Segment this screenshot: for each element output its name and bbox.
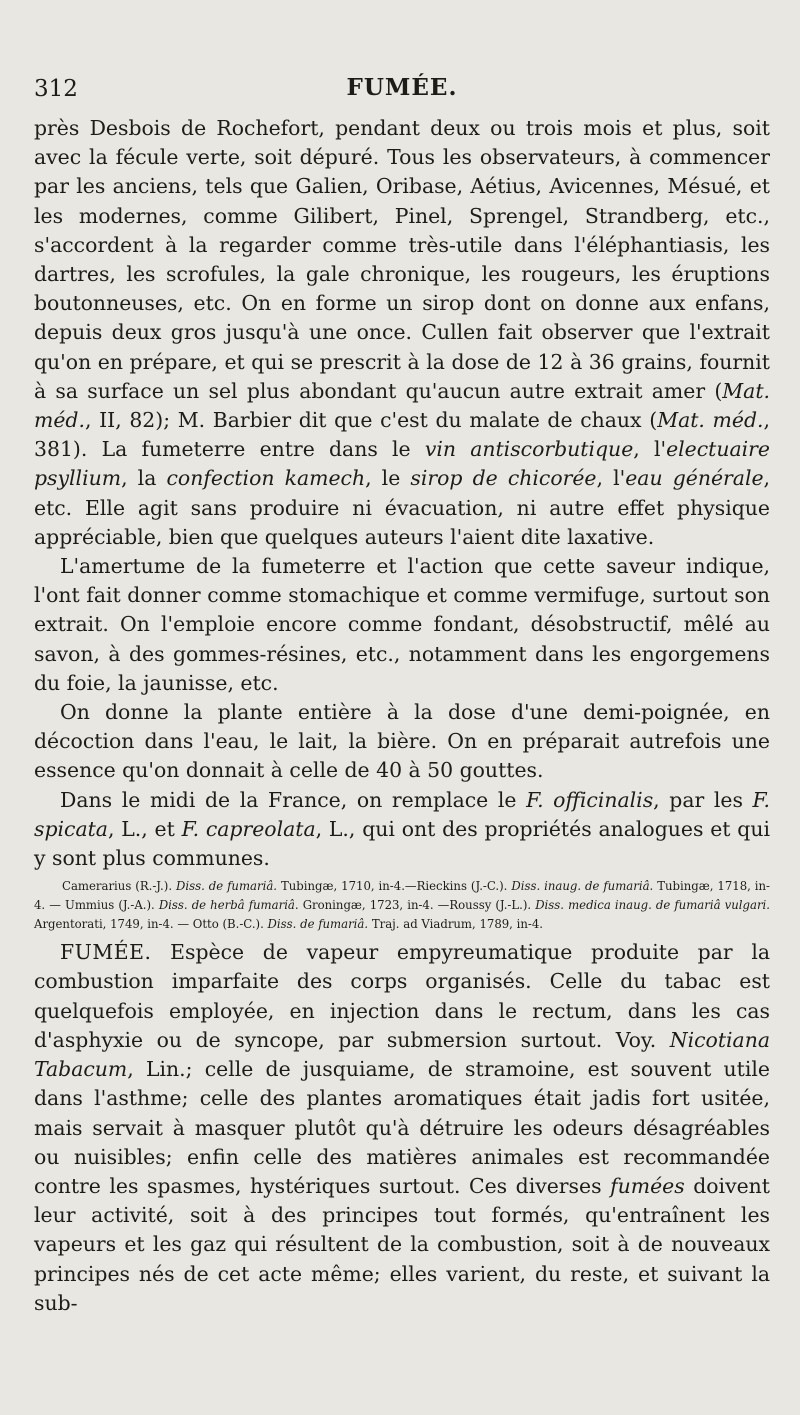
paragraph-dosage: On donne la plante entière à la dose d'une demi-poignée, en décoction dans l'eau, le lait, la bière. On en préparait autrefois une essence qu'on donnait à celle de 40 à 50 gouttes. — [34, 700, 770, 783]
page-number: 312 — [34, 76, 78, 102]
running-title: FUMÉE. — [346, 74, 458, 101]
bibliography-references: Camerarius (R.-J.). Diss. de fumariâ. Tubingæ, 1710, in-4.—Rieckins (J.-C.). Diss. inaug. de fumariâ. Tubingæ, 1718, in-4. — Ummius (J.-A.). Diss. de herbâ fumariâ. Groningæ, 1723, in-4. —Roussy (J.-L.). Diss. medica inaug. de fumariâ vulgari. Argentorati, 1749, in-4. — Otto (B.-C.). Diss. de fumariâ. Traj. ad Viadrum, 1789, in-4. — [34, 879, 771, 932]
entry-headword: FUMÉE. — [60, 940, 152, 965]
page-body — [34, 114, 770, 1318]
page-header — [34, 74, 770, 114]
paragraph-amertume: L'amertume de la fumeterre et l'action que cette saveur indique, l'ont fait donner comme stomachique et comme vermifuge, surtout son extrait. On l'emploie encore comme fondant, désobstructif, mêlé au savon, à des gommes-résines, etc., notamment dans les engorgemens du foie, la jaunisse, etc. — [34, 554, 770, 695]
entry-fumee: FUMÉE. Espèce de vapeur empyreumatique produite par la combustion imparfaite des corps organisés. Celle du tabac est quelquefois employée, en injection dans le rectum, dans les cas d'asphyxie ou de syncope, par submersion surtout. Voy. Nicotiana Tabacum, Lin.; celle de jusquiame, de stramoine, est souvent utile dans l'asthme; celle des plantes aromatiques était jadis fort usitée, mais servait à masquer plutôt qu'à détruire les odeurs désagréables ou nuisibles; enfin celle des matières animales est recommandée contre les spasmes, hystériques surtout. Ces diverses fumées doivent leur activité, soit à des principes tout formés, qu'entraînent les vapeurs et les gaz qui résultent de la combustion, soit à de nouveaux principes nés de cet acte même; elles varient, du reste, et suivant la sub- — [34, 940, 770, 1315]
paragraph-continuation: près Desbois de Rochefort, pendant deux ou trois mois et plus, soit avec la fécule verte, soit dépuré. Tous les observateurs, à commencer par les anciens, tels que Galien, Oribase, Aétius, Avicennes, Mésué, et les modernes, comme Gilibert, Pinel, Sprengel, Strandberg, etc., s'accordent à la regarder comme très-utile dans l'éléphantiasis, les dartres, les scrofules, la gale chronique, les rougeurs, les éruptions boutonneuses, etc. On en forme un sirop dont on donne aux enfans, depuis deux gros jusqu'à une once. Cullen fait observer que l'extrait qu'on en prépare, et qui se prescrit à la dose de 12 à 36 grains, fournit à sa surface un sel plus abondant qu'aucun autre extrait amer (Mat. méd., II, 82); M. Barbier dit que c'est du malate de chaux (Mat. méd., 381). La fumeterre entre dans le vin antiscorbutique, l'electuaire psyllium, la confection kamech, le sirop de chicorée, l'eau générale, etc. Elle agit sans produire ni évacuation, ni autre effet physique appréciable, bien que quelques auteurs l'aient dite laxative. — [34, 116, 771, 549]
paragraph-midi-france: Dans le midi de la France, on remplace le F. officinalis, par les F. spicata, L., et F. capreolata, L., qui ont des propriétés analogues et qui y sont plus communes. — [34, 787, 770, 871]
